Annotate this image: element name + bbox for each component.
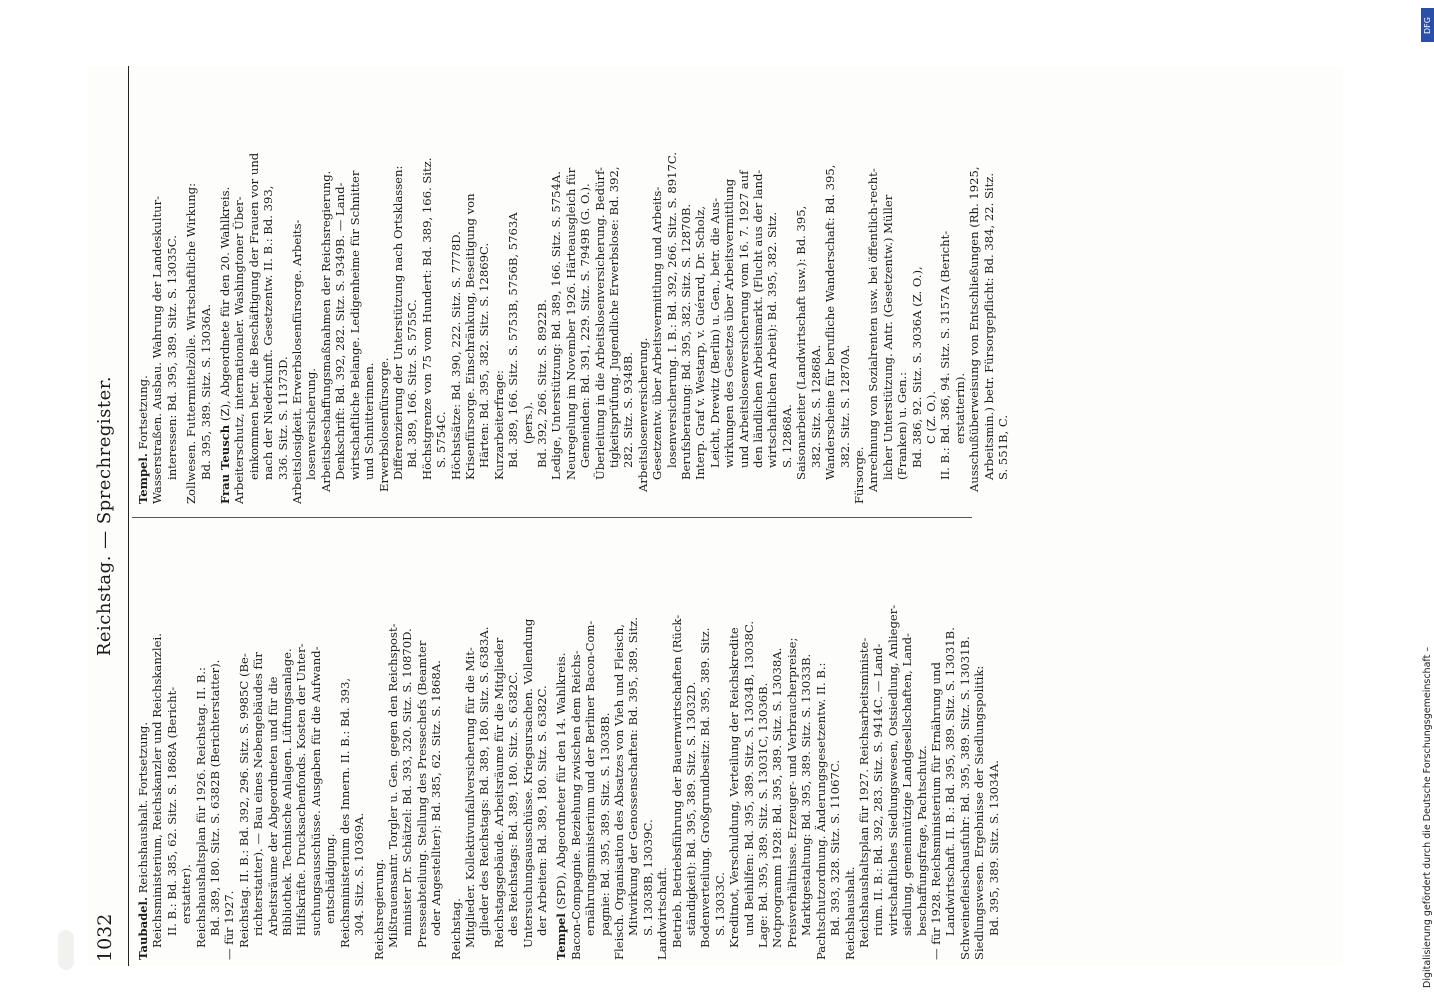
index-line: Mitwirkung der Genossenschaften: Bd. 395, 389. Sitz.	[626, 617, 641, 936]
index-line: 282. Sitz. S. 9348B.	[621, 352, 636, 468]
index-line: II. B.: Bd. 385, 62. Sitz. S. 1868A (Bericht-	[164, 686, 179, 936]
index-line: S. 12868A.	[779, 404, 794, 468]
index-line: 382. Sitz. S. 12868A.	[808, 344, 823, 468]
index-line: Mißtrauensantr. Torgler u. Gen. gegen den Reichspost-	[385, 623, 400, 948]
index-line: — für 1927.	[222, 890, 237, 960]
index-line: wirtschaftlichen Arbeit): Bd. 395, 382. Sitz.	[765, 211, 780, 468]
index-line: wirtschaftliches Siedlungswesen, Ostsiedlung, Anlieger-	[885, 604, 900, 936]
index-line: Fleisch. Organisation des Absatzes von Vieh und Fleisch,	[612, 624, 626, 960]
speaker-heading	[136, 528, 150, 960]
index-line: siedlung, gemeinnützige Landgesellschaften, Land-	[900, 633, 915, 936]
column-divider	[132, 517, 972, 518]
speaker-details: (SPD), Abgeordneter für den 14. Wahlkreis.	[554, 652, 569, 914]
index-line: Zollwesen. Futtermittelzölle. Wirtschaftliche Wirkung:	[184, 182, 199, 504]
index-line: Preisverhältnisse. Erzeuger- und Verbraucherpreise;	[784, 637, 799, 948]
index-line: C (Z. O.).	[923, 390, 938, 444]
speaker-heading	[554, 528, 568, 960]
index-line: suchungsausschüsse. Ausgaben für die Aufwand-	[308, 646, 323, 936]
page-number: 1032	[94, 913, 116, 962]
speaker-name: Tempel	[554, 913, 569, 960]
index-line: Bd. 393, 328. Sitz. S. 11067C.	[828, 759, 843, 936]
speaker-heading	[218, 72, 232, 504]
index-line: Hilfskräfte. Drucksachenfonds. Kosten der Unter-	[294, 643, 309, 936]
index-line: — für 1928. Reichsministerium für Ernährung und	[928, 662, 943, 960]
index-line: S. 5754C.	[434, 411, 449, 468]
speaker-heading	[136, 72, 150, 504]
index-line: Anrechnung von Sozialrenten usw. bei öffentlich-recht-	[866, 168, 881, 492]
index-line: Fürsorge.	[851, 446, 866, 504]
index-line: nach der Niederkunft. Gesetzentw. II. B.: Bd. 393,	[261, 185, 276, 480]
index-line: Reichshaushaltsplan für 1927. Reichsarbeitsministe-	[856, 637, 871, 948]
index-line: Gemeinden: Bd. 391, 229. Sitz. S. 7949B (G. O.).	[578, 183, 593, 468]
index-line: und Schnitterinnen.	[362, 362, 377, 480]
page-header	[88, 66, 129, 966]
index-line: Reichsministerium des Innern. II. B.: Bd. 393,	[337, 677, 352, 948]
dfg-logo-text: DFG	[1423, 16, 1432, 34]
index-line: Neuregelung im November 1926. Härteausgleich für	[563, 167, 578, 480]
index-line: Reichshaushalt.	[842, 866, 857, 960]
index-line: Bd. 395, 389. Sitz. S. 13036A.	[198, 304, 213, 480]
index-line: des Reichstags: Bd. 389, 180. Sitz. S. 6382C.	[506, 671, 521, 936]
index-line: II. B.: Bd. 386, 94. Sitz. S. 3157A (Bericht-	[938, 230, 953, 480]
index-line: richterstatter). — Bau eines Nebengebäudes für	[251, 652, 266, 936]
index-line: Reichstagsgebäude. Arbeitsräume für die Mitglieder	[491, 637, 506, 948]
index-line: Presseabteilung. Stellung des Pressechefs (Beamter	[414, 640, 429, 948]
index-line: 382. Sitz. S. 12870A.	[837, 344, 852, 468]
right-column	[136, 72, 1339, 504]
index-line: wirtschaftliche Belange. Ledigenheime für Schnitter	[347, 170, 362, 480]
index-line: Landwirtschaft. II. B.: Bd. 395, 389. Sitz. S. 13031B.	[943, 627, 958, 936]
index-line: Differenzierung der Unterstützung nach Ortsklassen:	[390, 165, 405, 480]
index-line: erstatter).	[179, 864, 194, 924]
index-line: Bd. 389, 180. Sitz. S. 6382B (Berichterstatter).	[208, 659, 223, 936]
index-line: wirkungen des Gesetzes über Arbeitsvermittlung	[722, 178, 737, 468]
index-line: Härten: Bd. 395, 382. Sitz. S. 12869C.	[477, 242, 492, 468]
index-line: Reichsregierung.	[371, 858, 386, 960]
index-line: Bd. 386, 92. Sitz. S. 3036A (Z. O.),	[909, 266, 924, 468]
index-line: Höchstsätze: Bd. 390, 222. Sitz. S. 7778D.	[448, 231, 463, 480]
speaker-name: Frau Teusch	[218, 424, 233, 504]
speaker-details: Fortsetzung.	[136, 375, 150, 454]
index-line: Kurzarbeiterfrage:	[491, 370, 506, 480]
index-line: Arbeitslosigkeit. Erwerbslosenfürsorge. Arbeits-	[290, 219, 305, 504]
digitization-note-text: Digitalisierung gefördert durch die Deutsche Forschungsgemeinschaft –	[1422, 646, 1433, 988]
index-line: und Beihilfen: Bd. 395, 389. Sitz. S. 13034B, 13038C.	[741, 620, 756, 936]
index-line: Arbeitsbeschaffungsmaßnahmen der Reichsregierung.	[318, 170, 333, 492]
index-line: und Arbeitslosenversicherung vom 16. 7. 1927 auf	[736, 170, 751, 468]
index-line: Untersuchungsausschüsse. Kriegsursachen. Vollendung	[520, 618, 535, 948]
index-line: Lage: Bd. 395, 389. Sitz. S. 13031C, 13036B.	[756, 682, 771, 948]
index-line: Erwerbslosenfürsorge.	[376, 357, 391, 492]
index-line: entschädigung.	[323, 833, 338, 924]
index-line: Marktgestaltung: Bd. 395, 389. Sitz. S. 13033B.	[799, 653, 814, 936]
index-line: Mitglieder. Kollektivunfallversicherung für die Mit-	[462, 647, 477, 948]
index-line: Ausschußüberweisung von Entschließungen (Rh. 1925,	[967, 166, 982, 492]
index-line: Interp. Graf v. Westarp, v. Guérard, Dr. Scholz,	[693, 205, 708, 480]
index-line: Wasserstraßen. Ausbau. Wahrung der Landeskultur-	[150, 195, 165, 504]
index-line: Kreditnot, Verschuldung, Verteilung der Reichskredite	[727, 627, 742, 948]
index-line: erstatterin).	[952, 372, 967, 444]
index-line: Notprogramm 1928: Bd. 395, 389. Sitz. S. 13038A.	[770, 647, 785, 948]
index-line: Bodenverteilung. Großgrundbesitz: Bd. 395, 389. Sitz.	[698, 627, 713, 948]
index-line: Reichstag.	[448, 898, 463, 960]
index-line: der Arbeiten: Bd. 389, 180. Sitz. S. 6382C.	[534, 685, 549, 936]
index-line: Krisenfürsorge. Einschränkung, Beseitigung von	[462, 193, 477, 480]
index-line: Pachtschutzordnung. Änderungsgesetzentw. II. B.:	[813, 662, 828, 960]
speaker-name: Tempel.	[136, 453, 150, 504]
index-line: Leicht, Drewitz (Berlin) u. Gen., betr. die Aus-	[707, 197, 722, 468]
index-line: den ländlichen Arbeitsmarkt. (Flucht aus der land-	[751, 169, 766, 468]
index-line: Siedlungswesen. Ergebnisse der Siedlungspolitik:	[972, 665, 987, 960]
index-line: Bd. 395, 389. Sitz. S. 13034A.	[986, 760, 1001, 936]
running-head: Reichstag. — Sprechregister.	[94, 375, 115, 657]
index-line: Bd. 389, 166. Sitz. S. 5753B, 5756B, 5763A	[506, 212, 521, 468]
index-line: ständigkeit): Bd. 395, 389. Sitz. S. 13032D.	[684, 681, 699, 936]
index-line: Reichshaushaltsplan für 1926. Reichstag. II. B.:	[193, 667, 208, 948]
index-line: rium. II. B.: Bd. 392, 283. Sitz. S. 9414C. — Land-	[871, 643, 886, 936]
index-line: einkommen betr. die Beschäftigung der Frauen vor und	[246, 152, 261, 480]
index-line: Landwirtschaft.	[655, 867, 670, 960]
index-line: Reichstag. II. B.: Bd. 392, 296. Sitz. S. 9985C (Be-	[236, 653, 251, 948]
index-line: licher Unterstützung. Antr. (Gesetzentw.) Müller	[880, 194, 895, 480]
index-line: Schweinefleischausfuhr: Bd. 395, 389. Sitz. S. 13031B.	[957, 636, 972, 960]
index-line: Bd. 389, 166. Sitz. S. 5755C.	[405, 299, 420, 468]
index-line: Arbeitsmin.) betr. Fürsorgepflicht: Bd. 384, 22. Sitz.	[981, 172, 996, 480]
index-line: interessen: Bd. 395, 389. Sitz. S. 13035C.	[164, 235, 179, 480]
index-line: tigkeitsprüfung. Jugendliche Erwerbslose: Bd. 392,	[607, 166, 621, 468]
index-line: Arbeitslosenversicherung.	[635, 337, 650, 492]
page-stain	[58, 930, 74, 970]
index-line: 336. Sitz. S. 11373D.	[275, 356, 290, 480]
index-line: ernährungsministerium und der Berliner Bacon-Com-	[583, 620, 598, 936]
index-line: oder Angestellter): Bd. 385, 62. Sitz. S. 1868A.	[429, 660, 444, 936]
index-line: (Franken) u. Gen.:	[895, 371, 910, 480]
speaker-details: (Z), Abgeordnete für den 20. Wahlkreis.	[218, 186, 233, 425]
speaker-name: Taubadel.	[136, 896, 150, 960]
index-line: losenversicherung. I. B.: Bd. 392, 266. Sitz. S. 8917C.	[664, 151, 679, 468]
index-line: Bibliothek. Technische Anlagen. Lüftungsanlage.	[280, 648, 295, 936]
index-line: Saisonarbeiter (Landwirtschaft usw.): Bd. 395,	[794, 205, 809, 480]
index-line: (pers.).	[520, 401, 535, 444]
index-line: Überleitung in die Arbeitslosenversicherung. Bedürf-	[592, 167, 607, 480]
digitization-note	[1422, 12, 1434, 988]
scanned-page	[88, 66, 1343, 966]
left-column	[136, 528, 1339, 960]
speaker-details: Reichshaushalt. Fortsetzung.	[136, 721, 150, 897]
index-line: Höchstgrenze von 75 vom Hundert: Bd. 389, 166. Sitz.	[419, 157, 434, 480]
index-line: beschaffungsfrage, Pachtschutz.	[914, 745, 929, 936]
index-line: Ledige, Unterstützung: Bd. 389, 166. Sitz. S. 5754A.	[549, 171, 564, 480]
index-line: Arbeitsräume der Abgeordneten und für die	[265, 676, 280, 936]
index-line: Arbeiterschutz, internationaler. Washingtoner Über-	[232, 196, 247, 504]
index-line: Gesetzentw. über Arbeitsvermittlung und Arbeits-	[650, 186, 665, 480]
index-line: Betrieb. Betriebsführung der Bauernwirtschaften (Rück-	[669, 614, 684, 948]
index-line: minister Dr. Schätzel: Bd. 393, 320. Sitz. S. 10870D.	[400, 628, 415, 936]
index-line: pagnie: Bd. 395, 389. Sitz. S. 13038B.	[597, 712, 612, 936]
index-line: 304. Sitz. S. 10369A.	[352, 812, 367, 936]
index-line: Bacon-Compagnie. Beziehung zwischen dem Reichs-	[568, 650, 583, 960]
index-line: Berufsberatung: Bd. 395, 382. Sitz. S. 12870B.	[679, 203, 694, 480]
index-line: glieder des Reichstags: Bd. 389, 180. Sitz. S. 6383A.	[477, 626, 492, 936]
index-line: Reichsministerium, Reichskanzler und Reichskanzlei.	[150, 633, 165, 948]
index-line: losenversicherung.	[304, 368, 319, 480]
index-line: S. 13038B, 13039C.	[640, 819, 655, 936]
index-line: S. 13033C.	[712, 872, 727, 936]
index-line: Wanderscheine für berufliche Wanderschaft: Bd. 395,	[823, 164, 838, 480]
index-line: S. 551B, C.	[995, 414, 1010, 480]
index-line: Bd. 392, 266. Sitz. S. 8922B.	[534, 299, 549, 468]
index-line: Denkschrift: Bd. 392, 282. Sitz. S. 9349B. — Land-	[333, 182, 348, 480]
dfg-logo	[1421, 8, 1434, 42]
